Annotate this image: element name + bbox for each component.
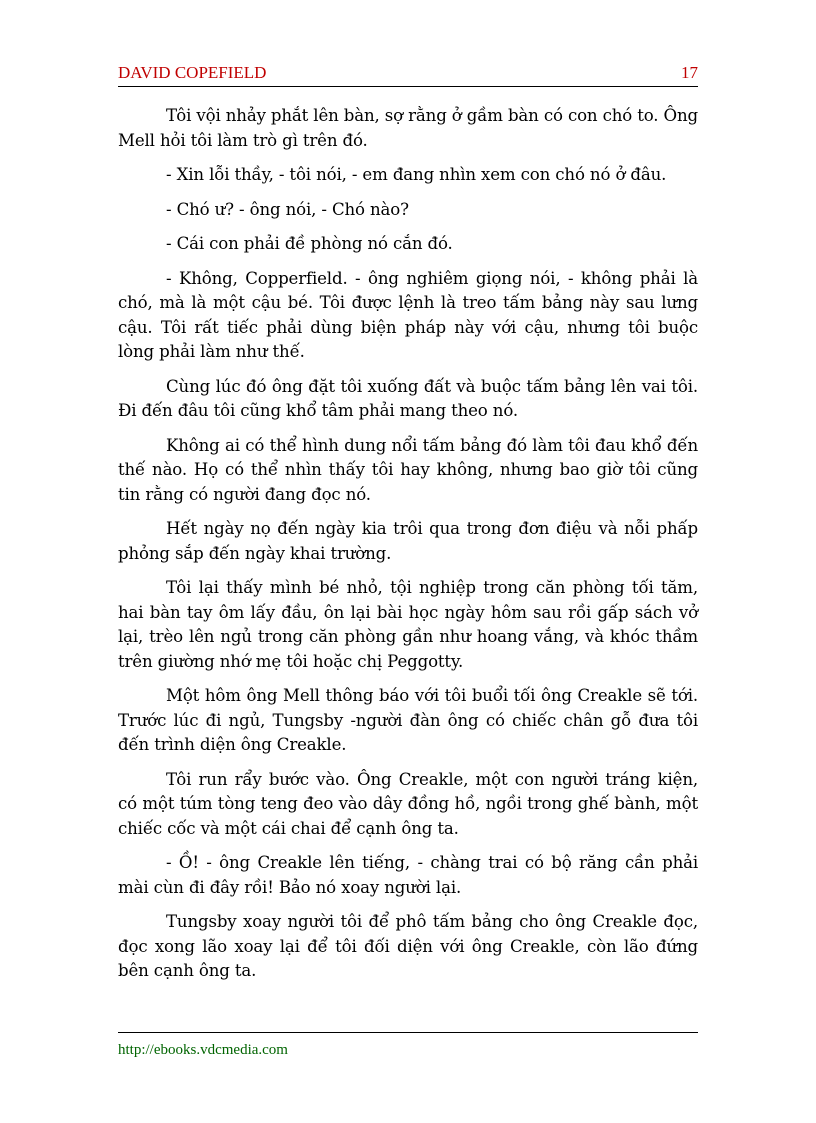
paragraph: Một hôm ông Mell thông báo với tôi buổi tối ông Creakle sẽ tới. Trước lúc đi ngủ, Tungsby -người đàn ông có chiếc chân gỗ đưa tôi đến trình diện ông Creakle. bbox=[118, 686, 698, 754]
paragraph: - Không, Copperfield. - ông nghiêm giọng nói, - không phải là chó, mà là một cậu bé. Tôi được lệnh là treo tấm bảng này sau lưng cậu. Tôi rất tiếc phải dùng biện pháp này với cậu, nhưng tôi buộc lòng phải làm như thế. bbox=[118, 268, 698, 361]
page-header bbox=[118, 62, 698, 87]
paragraph: Tungsby xoay người tôi để phô tấm bảng cho ông Creakle đọc, đọc xong lão xoay lại để tôi đối diện với ông Creakle, còn lão đứng bên cạnh ông ta. bbox=[118, 912, 698, 980]
body-text bbox=[118, 104, 698, 994]
paragraph: Tôi lại thấy mình bé nhỏ, tội nghiệp trong căn phòng tối tăm, hai bàn tay ôm lấy đầu, ôn lại bài học ngày hôm sau rồi gấp sách vở lại, trèo lên ngủ trong căn phòng gần như hoang vắng, và khóc thầm trên giường nhớ mẹ tôi hoặc chị Peggotty. bbox=[118, 578, 698, 671]
paragraph: Cùng lúc đó ông đặt tôi xuống đất và buộc tấm bảng lên vai tôi. Đi đến đâu tôi cũng khổ tâm phải mang theo nó. bbox=[118, 376, 698, 420]
paragraph: Tôi run rẩy bước vào. Ông Creakle, một con người tráng kiện, có một túm tòng teng đeo vào dây đồng hồ, ngồi trong ghế bành, một chiếc cốc và một cái chai để cạnh ông ta. bbox=[118, 769, 698, 838]
paragraph: - Ồ! - ông Creakle lên tiếng, - chàng trai có bộ răng cần phải mài cùn đi đây rồi! Bảo nó xoay người lại. bbox=[118, 853, 698, 897]
paragraph: Không ai có thể hình dung nổi tấm bảng đó làm tôi đau khổ đến thế nào. Họ có thể nhìn thấy tôi hay không, nhưng bao giờ tôi cũng tin rằng có người đang đọc nó. bbox=[118, 435, 698, 504]
paragraph: - Chó ư? - ông nói, - Chó nào? bbox=[166, 199, 409, 219]
book-title: DAVID COPEFIELD bbox=[118, 63, 267, 82]
page-number: 17 bbox=[681, 63, 698, 82]
paragraph: Hết ngày nọ đến ngày kia trôi qua trong đơn điệu và nỗi phấp phỏng sắp đến ngày khai trường. bbox=[118, 519, 698, 563]
footer-divider bbox=[118, 1032, 698, 1033]
paragraph: Tôi vội nhảy phắt lên bàn, sợ rằng ở gầm bàn có con chó to. Ông Mell hỏi tôi làm trò gì trên đó. bbox=[118, 106, 699, 150]
footer-link[interactable]: http://ebooks.vdcmedia.com bbox=[118, 1042, 288, 1058]
paragraph: - Xin lỗi thầy, - tôi nói, - em đang nhìn xem con chó nó ở đâu. bbox=[166, 165, 667, 184]
paragraph: - Cái con phải đề phòng nó cắn đó. bbox=[166, 234, 453, 253]
